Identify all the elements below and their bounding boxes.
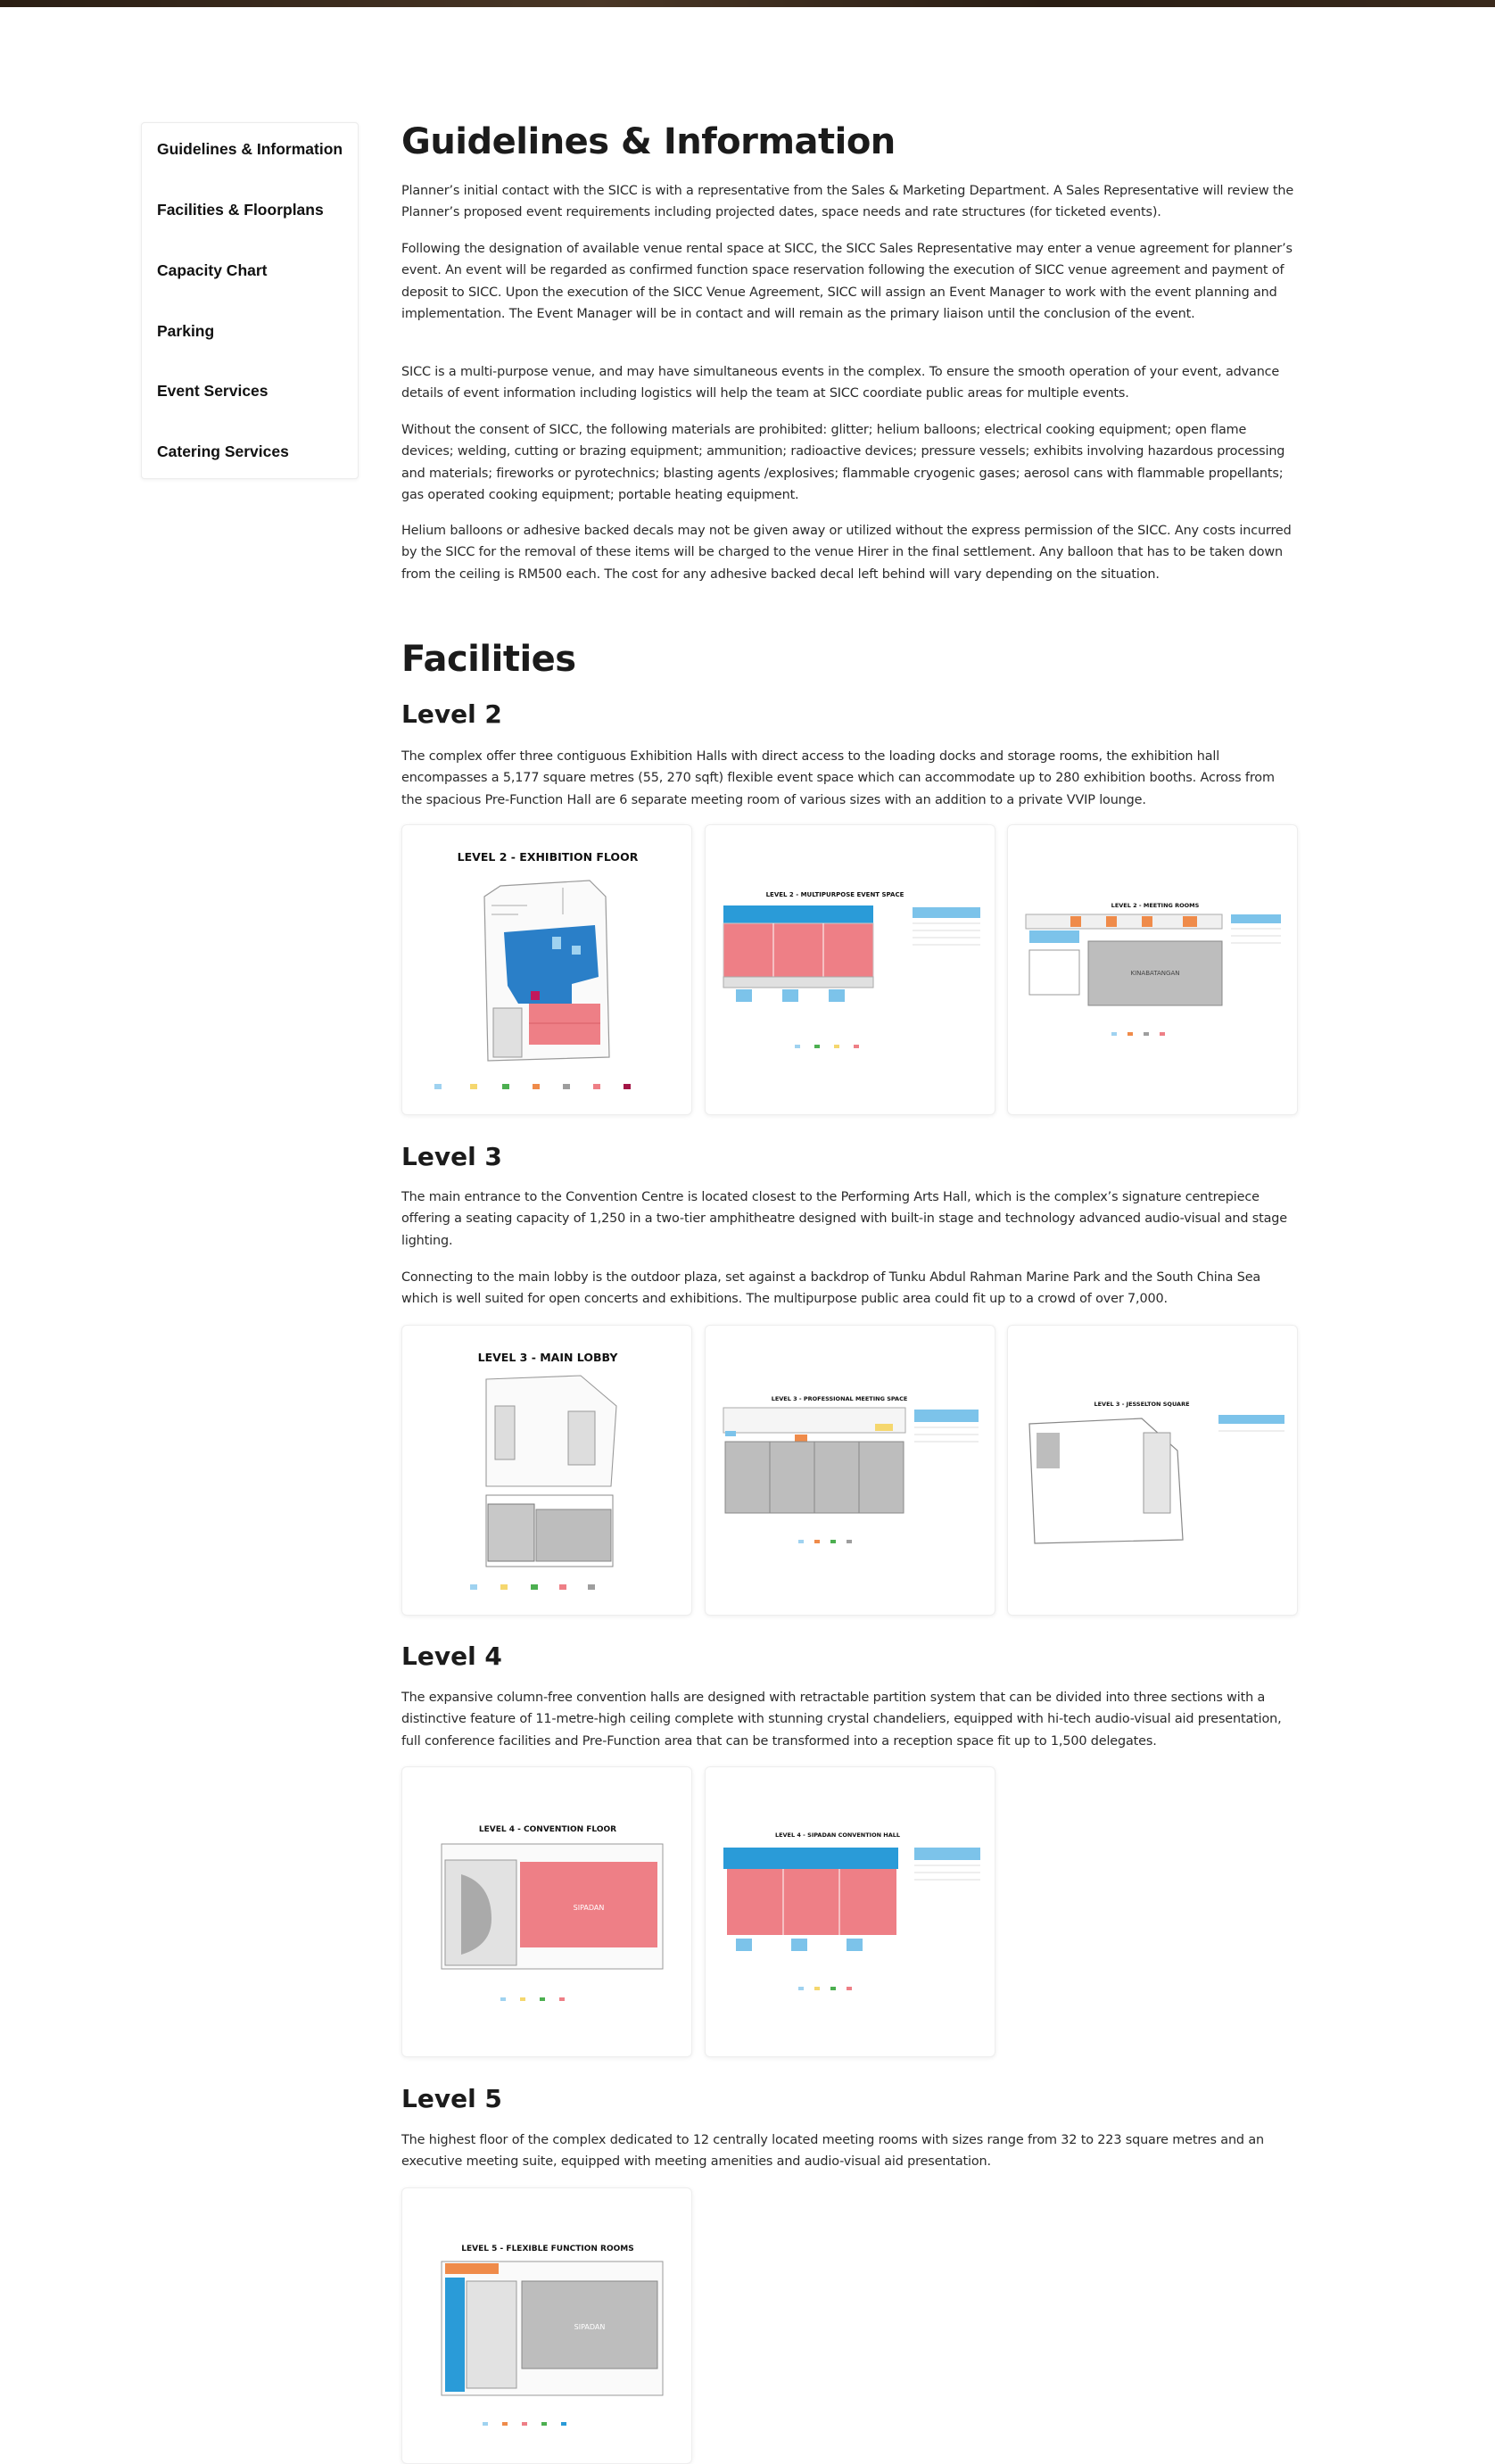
guidelines-paragraph: Following the designation of available venue rental space at SICC, the SICC Sales Representative may enter a venue agreement for planner’s event. An event will be regarded as confirmed function space reservation following the execution of SICC venue agreement and payment of deposit to SICC. Upon the execution of the SICC Venue Agreement, SICC will assign an Event Manager to work with the event planning and implementation. The Event Manager will be in contact and will remain as the primary liaison until the conclusion of the event. <box>401 242 1293 322</box>
level-heading: Level 4 <box>401 1641 502 1671</box>
level-description: The expansive column-free convention halls are designed with retractable partition system that can be divided into three sections with a distinctive feature of 11-metre-high ceiling complete with stunning crystal chandeliers, equipped with hi-tech audio-visual aid presentation, full conference facilities and Pre-Function area that can be transformed into a reception space fit up to 1,500 delegates. <box>401 1691 1282 1749</box>
svg-text:LEVEL 4 - CONVENTION FLOOR: LEVEL 4 - CONVENTION FLOOR <box>478 1825 617 1834</box>
level-heading: Level 5 <box>401 2084 502 2113</box>
guidelines-paragraph: Helium balloons or adhesive backed decals may not be given away or utilized without the express permission of the SICC. Any costs incurred by the SICC for the removal of these items will be charged to the venue Hirer in the final settlement. Any balloon that has to be taken down from the ceiling is RM500 each. The cost for any adhesive backed decal left behind will vary depending on the situation. <box>401 524 1292 582</box>
floorplan-image <box>1008 825 1298 1115</box>
level-description: The highest floor of the complex dedicated to 12 centrally located meeting rooms with sizes range from 32 to 223 square metres and an executive meeting suite, equipped with meeting amenities and audio-visual aid presentation. <box>401 2133 1264 2170</box>
guidelines-paragraph: Without the consent of SICC, the following materials are prohibited: glitter; helium balloons; electrical cooking equipment; open flame devices; welding, cutting or brazing equipment; ammunition; radioactive devices; pressure vessels; exhibits involving hazardous processing and materials; fireworks or pyrotechnics; blasting agents /explosives; flammable cryogenic gases; aerosol cans with flammable propellants; gas operated cooking equipment; portable heating equipment. <box>401 423 1285 503</box>
level-heading: Level 2 <box>401 699 502 729</box>
svg-text:LEVEL 4 - SIPADAN CONVENTION H: LEVEL 4 - SIPADAN CONVENTION HALL <box>774 1831 901 1839</box>
svg-text:LEVEL 3 - PROFESSIONAL MEETING: LEVEL 3 - PROFESSIONAL MEETING SPACE <box>771 1395 908 1402</box>
svg-text:LEVEL 2 - EXHIBITION FLOOR: LEVEL 2 - EXHIBITION FLOOR <box>457 850 639 864</box>
svg-text:KINABATANGAN: KINABATANGAN <box>1130 970 1180 977</box>
level-description: Connecting to the main lobby is the outdoor plaza, set against a backdrop of Tunku Abdul Rahman Marine Park and the South China Sea which is well suited for open concerts and exhibitions. The multipurpose public area could fit up to a crowd of over 7,000. <box>401 1270 1261 1307</box>
floorplan-card[interactable] <box>1007 1325 1298 1616</box>
sidebar-item-facilities[interactable]: Facilities & Floorplans <box>157 201 324 219</box>
floorplan-card[interactable] <box>401 2187 692 2464</box>
sidebar-nav <box>141 122 359 479</box>
floorplan-card[interactable] <box>401 1766 692 2057</box>
floorplan-image <box>402 825 692 1115</box>
floorplan-card[interactable] <box>705 1766 995 2057</box>
level-description: The main entrance to the Convention Centre is located closest to the Performing Arts Hall, which is the complex’s signature centrepiece offering a seating capacity of 1,250 in a two-tier amphitheatre designed with built-in stage and technology advanced audio-visual and stage lighting. <box>401 1190 1287 1248</box>
page-title: Guidelines & Information <box>401 121 896 162</box>
floorplan-image <box>706 1326 995 1616</box>
sidebar-item-capacity-chart[interactable]: Capacity Chart <box>157 261 268 279</box>
floorplan-card[interactable] <box>401 824 692 1115</box>
sidebar-item-event-services[interactable]: Event Services <box>157 382 268 400</box>
floorplan-card[interactable] <box>705 824 995 1115</box>
floorplan-image <box>402 1326 692 1616</box>
sidebar-item-guidelines[interactable]: Guidelines & Information <box>157 140 343 158</box>
svg-text:LEVEL 3 - JESSELTON SQUARE: LEVEL 3 - JESSELTON SQUARE <box>1094 1401 1190 1408</box>
svg-text:SIPADAN: SIPADAN <box>573 1904 605 1912</box>
floorplan-image <box>402 2188 692 2464</box>
svg-text:LEVEL 2 - MULTIPURPOSE EVENT S: LEVEL 2 - MULTIPURPOSE EVENT SPACE <box>765 891 904 898</box>
svg-text:LEVEL 5 - FLEXIBLE FUNCTION RO: LEVEL 5 - FLEXIBLE FUNCTION ROOMS <box>461 2245 634 2253</box>
level-heading: Level 3 <box>401 1142 502 1171</box>
floorplan-image <box>402 1767 692 2057</box>
floorplan-image <box>1008 1326 1298 1616</box>
svg-text:SIPADAN: SIPADAN <box>574 2323 606 2331</box>
floorplan-image <box>706 1767 995 2057</box>
sidebar-item-parking[interactable]: Parking <box>157 322 215 340</box>
svg-text:LEVEL 2 - MEETING ROOMS: LEVEL 2 - MEETING ROOMS <box>1111 902 1200 909</box>
facilities-title: Facilities <box>401 639 576 680</box>
floorplan-card[interactable] <box>1007 824 1298 1115</box>
floorplan-card[interactable] <box>705 1325 995 1616</box>
sidebar-item-catering-services[interactable]: Catering Services <box>157 442 289 460</box>
svg-text:LEVEL 3 - MAIN LOBBY: LEVEL 3 - MAIN LOBBY <box>477 1351 618 1364</box>
level-description: The complex offer three contiguous Exhibition Halls with direct access to the loading docks and storage rooms, the exhibition hall encompasses a 5,177 square metres (55, 270 sqft) flexible event space which can accommodate up to 280 exhibition booths. Across from the spacious Pre-Function Hall are 6 separate meeting room of various sizes with an addition to a private VVIP lounge. <box>401 749 1275 807</box>
floorplan-image <box>706 825 995 1115</box>
guidelines-paragraph: SICC is a multi-purpose venue, and may have simultaneous events in the complex. To ensure the smooth operation of your event, advance details of event information including logistics will help the team at SICC coordiate public areas for multiple events. <box>401 365 1280 401</box>
guidelines-paragraph: Planner’s initial contact with the SICC is with a representative from the Sales & Marketing Department. A Sales Representative will review the Planner’s proposed event requirements including projected dates, space needs and rate structures (for ticketed events). <box>401 184 1294 220</box>
hero-image-strip <box>0 0 1495 7</box>
floorplan-card[interactable] <box>401 1325 692 1616</box>
